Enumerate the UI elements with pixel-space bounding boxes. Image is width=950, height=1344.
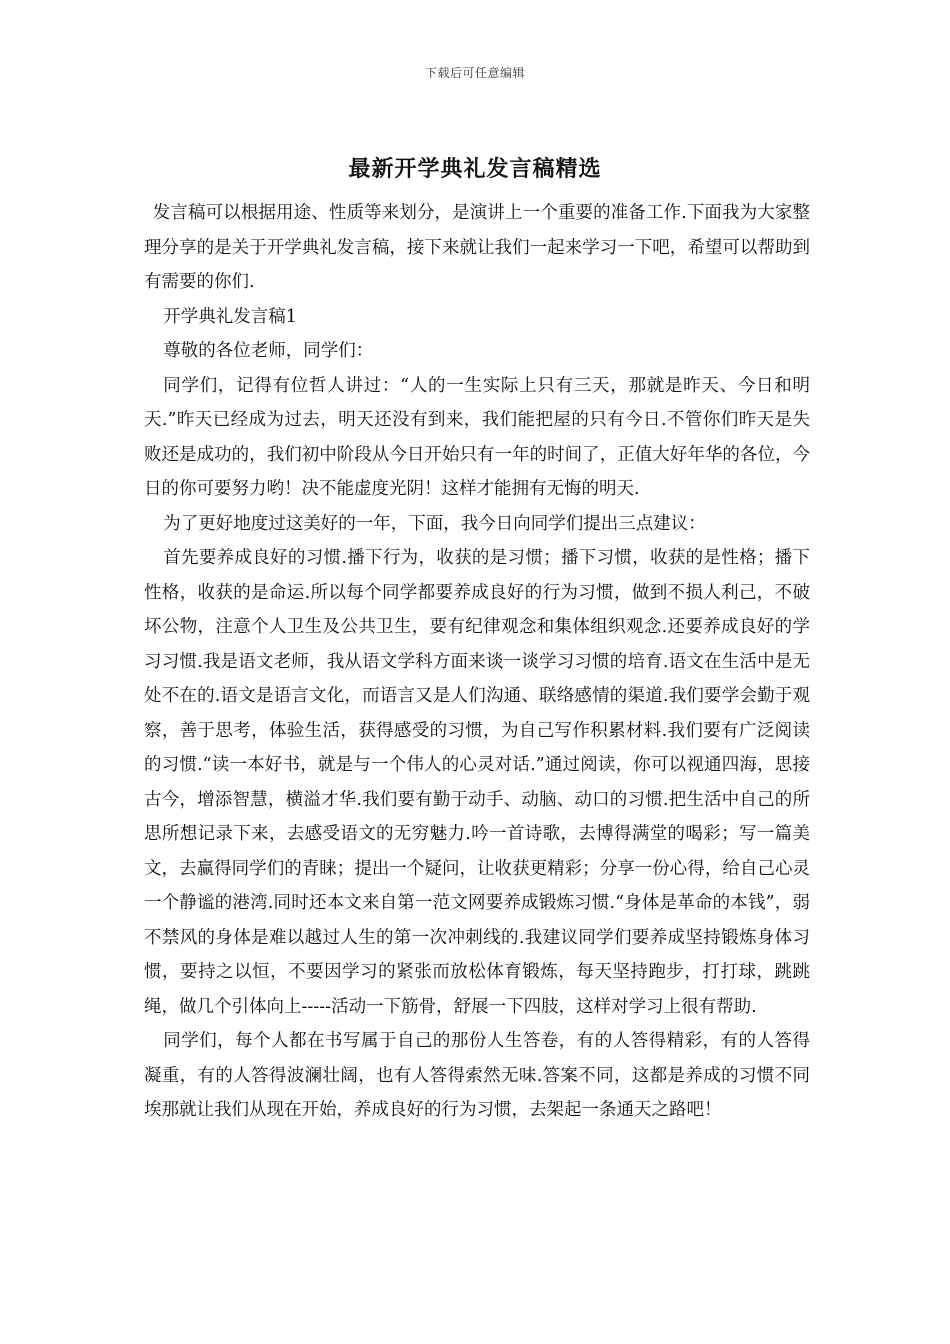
body-paragraph: 为了更好地度过这美好的一年，下面，我今日向同学们提出三点建议： (163, 513, 706, 534)
document-title: 最新开学典礼发言稿精选 (348, 156, 602, 182)
body-paragraph: 首先要养成良好的习惯.播下行为，收获的是习惯；播下习惯，收获的是性格；播下性格，收获的是命运.所以每个同学都要养成良好的行为习惯，做到不损人利己，不破坏公物，注意个人卫生及公共卫生，要有纪律观念和集体组织观念.还要养成良好的学习习惯.我是语文老师，我从语文学科方面来谈一谈学习习惯的培育.语文在生活中是无处不在的.语文是语言文化，而语言又是人们沟通、联络感情的渠道.我们要学会勤于观察，善于思考，体验生活，获得感受的习惯，为自己写作积累材料.我们要有广泛阅读的习惯.“读一本好书，就是与一个伟人的心灵对话.”通过阅读，你可以视通四海，思接古今，增添智慧，横溢才华.我们要有勤于动手、动脑、动口的习惯.把生活中自己的所思所想记录下来，去感受语文的无穷魅力.吟一首诗歌，去博得满堂的喝彩；写一篇美文，去赢得同学们的青睐；提出一个疑问，让收获更精彩；分享一份心得，给自己心灵一个静谧的港湾.同时还本文来自第一范文网要养成锻炼习惯.“身体是革命的本钱”，弱不禁风的身体是难以越过人生的第一次冲刺线的.我建议同学们要养成坚持锻炼身体习惯，要持之以恒，不要因学习的紧张而放松体育锻炼，每天坚持跑步，打打球，跳跳绳，做几个引体向上-----活动一下筋骨，舒展一下四肢，这样对学习上很有帮助. (144, 548, 810, 1017)
body-paragraph: 同学们，记得有位哲人讲过：“人的一生实际上只有三天，那就是昨天、今日和明天.”昨天已经成为过去，明天还没有到来，我们能把屋的只有今日.不管你们昨天是失败还是成功的，我们初中阶段从今日开始只有一年的时间了，正值大好年华的各位，今日的你可要努力哟！决不能虚度光阴！这样才能拥有无悔的明天. (144, 375, 810, 499)
salutation: 尊敬的各位老师，同学们： (163, 341, 374, 361)
page-header-note: 下载后可任意编辑 (424, 66, 525, 80)
section-heading: 开学典礼发言稿1 (163, 306, 297, 327)
intro-paragraph: 发言稿可以根据用途、性质等来划分，是演讲上一个重要的准备工作.下面我为大家整理分享的是关于开学典礼发言稿，接下来就让我们一起来学习一下吧，希望可以帮助到有需要的你们. (144, 203, 810, 292)
document-body (144, 196, 810, 1128)
body-paragraph: 同学们，每个人都在书写属于自己的那份人生答卷，有的人答得精彩，有的人答得凝重，有的人答得波澜壮阔，也有人答得索然无味.答案不同，这都是养成的习惯不同埃那就让我们从现在开始，养成良好的行为习惯，去架起一条通天之路吧！ (144, 1031, 810, 1120)
